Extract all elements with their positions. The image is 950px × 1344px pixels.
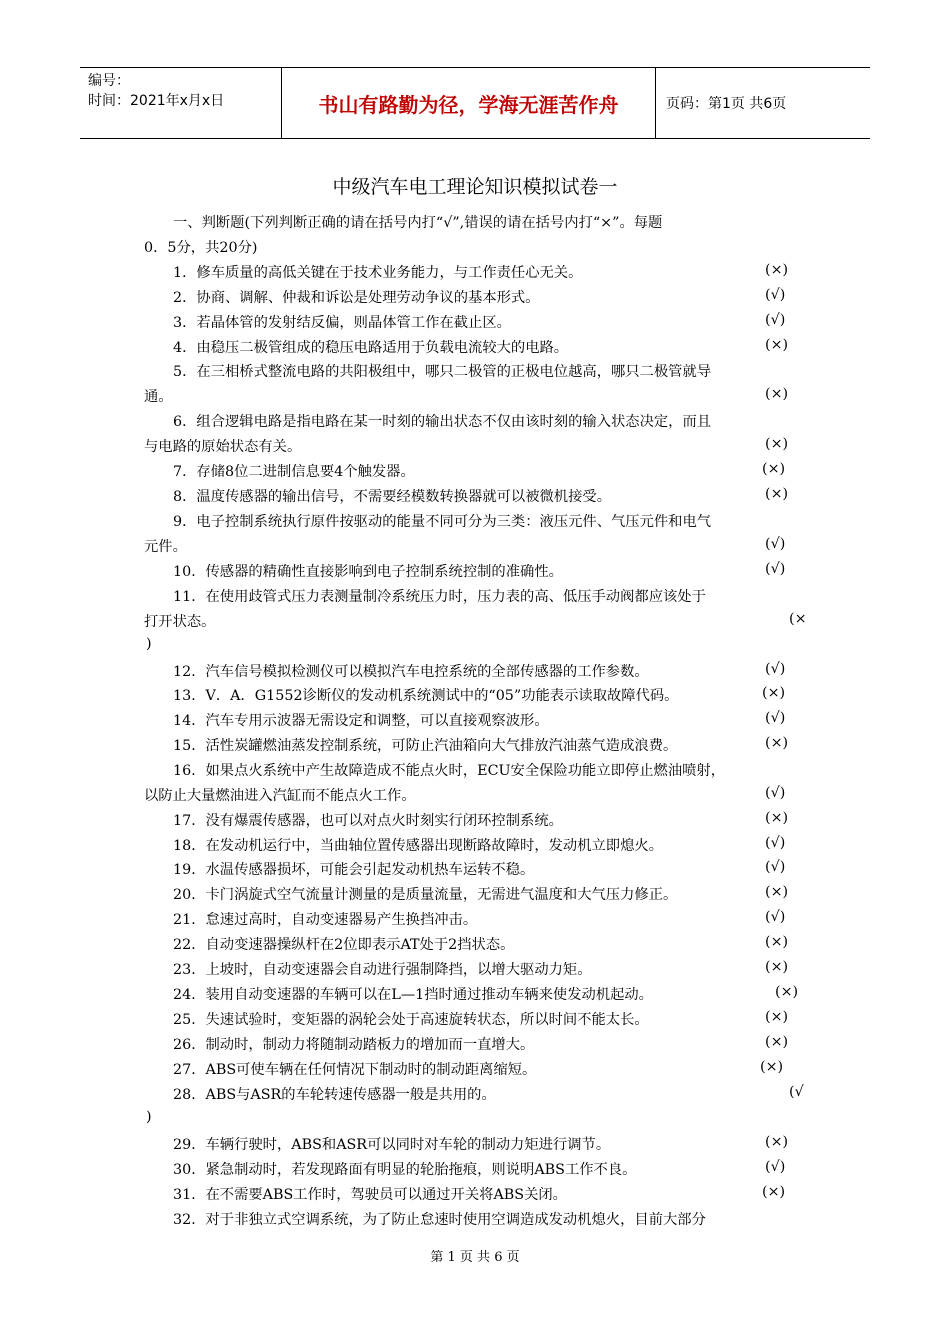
question-answer: (×) <box>760 1059 784 1075</box>
question-answer: (√) <box>765 287 786 303</box>
question-answer: (√) <box>765 859 786 875</box>
question-text: 15．活性炭罐燃油蒸发控制系统，可防止汽油箱向大气排放汽油蒸气造成浪费。 <box>173 738 678 754</box>
question-text: 25．失速试验时，变矩器的涡轮会处于高速旋转状态，所以时间不能太长。 <box>173 1012 649 1028</box>
question-answer: (×) <box>765 337 789 353</box>
question-text: 26．制动时，制动力将随制动踏板力的增加而一直增大。 <box>173 1037 535 1053</box>
question-text: 16．如果点火系统中产生故障造成不能点火时，ECU安全保险功能立即停止燃油喷射， <box>173 763 726 779</box>
question-text: 12．汽车信号模拟检测仪可以模拟汽车电控系统的全部传感器的工作参数。 <box>173 664 649 680</box>
question-text-continued: 通。 <box>144 389 173 405</box>
question-answer: (×) <box>765 934 789 950</box>
question-answer: (× <box>789 611 807 627</box>
section-instruction-line2: 0．5分，共20分) <box>144 240 258 256</box>
date-label: 时间：2021年x月x日 <box>88 93 225 109</box>
question-answer: (√ <box>789 1084 804 1100</box>
question-text: 13．V．A．G1552诊断仪的发动机系统测试中的“05”功能表示读取故障代码。 <box>173 688 679 704</box>
question-text: 18．在发动机运行中，当曲轴位置传感器出现断路故障时，发动机立即熄火。 <box>173 838 663 854</box>
question-answer: (×) <box>765 486 789 502</box>
question-text: 29．车辆行驶时，ABS和ASR可以同时对车轮的制动力矩进行调节。 <box>173 1137 611 1153</box>
question-text: 30．紧急制动时，若发现路面有明显的轮胎拖痕，则说明ABS工作不良。 <box>173 1162 637 1178</box>
question-text: 32．对于非独立式空调系统，为了防止怠速时使用空调造成发动机熄火，目前大部分 <box>173 1212 706 1228</box>
question-answer: (×) <box>762 1184 786 1200</box>
question-answer: (×) <box>765 735 789 751</box>
question-answer: (×) <box>765 436 789 452</box>
question-answer: (√) <box>765 661 786 677</box>
page-header <box>80 67 870 139</box>
question-answer: (√) <box>765 312 786 328</box>
question-text: 31．在不需要ABS工作时，驾驶员可以通过开关将ABS关闭。 <box>173 1187 567 1203</box>
question-text: 10．传感器的精确性直接影响到电子控制系统控制的准确性。 <box>173 564 563 580</box>
question-text: 28．ABS与ASR的车轮转速传感器一般是共用的。 <box>173 1087 496 1103</box>
question-text: 7．存储8位二进制信息要4个触发器。 <box>173 464 415 480</box>
question-text: 27．ABS可使车辆在任何情况下制动时的制动距离缩短。 <box>173 1062 537 1078</box>
question-answer: (×) <box>765 959 789 975</box>
answer-closing-paren: ) <box>146 636 152 652</box>
question-text: 14．汽车专用示波器无需设定和调整，可以直接观察波形。 <box>173 713 549 729</box>
question-answer: (√) <box>765 785 786 801</box>
page-footer: 第 1 页 共 6 页 <box>430 1250 520 1265</box>
answer-closing-paren: ) <box>146 1109 152 1125</box>
question-answer: (×) <box>765 1034 789 1050</box>
question-text: 8．温度传感器的输出信号，不需要经模数转换器就可以被微机接受。 <box>173 489 611 505</box>
question-text-continued: 与电路的原始状态有关。 <box>144 439 302 455</box>
question-answer: (×) <box>765 1134 789 1150</box>
header-page-number: 页码：第1页 共6页 <box>666 96 787 112</box>
header-motto: 书山有路勤为径，学海无涯苦作舟 <box>282 68 656 138</box>
question-answer: (√) <box>765 536 786 552</box>
question-answer: (√) <box>765 909 786 925</box>
question-text: 22．自动变速器操纵杆在2位即表示AT处于2挡状态。 <box>173 937 515 953</box>
question-answer: (√) <box>765 1159 786 1175</box>
question-answer: (×) <box>762 685 786 701</box>
question-text: 4．由稳压二极管组成的稳压电路适用于负载电流较大的电路。 <box>173 340 569 356</box>
serial-label: 编号： <box>88 73 130 89</box>
question-text: 9．电子控制系统执行原件按驱动的能量不同可分为三类：液压元件、气压元件和电气 <box>173 514 712 530</box>
question-text: 24．装用自动变速器的车辆可以在L—1挡时通过推动车辆来使发动机起动。 <box>173 987 653 1003</box>
question-text: 11．在使用歧管式压力表测量制冷系统压力时，压力表的高、低压手动阀都应该处于 <box>173 589 706 605</box>
question-answer: (×) <box>765 386 789 402</box>
question-answer: (×) <box>765 884 789 900</box>
question-text: 5．在三相桥式整流电路的共阳极组中，哪只二极管的正极电位越高，哪只二极管就导 <box>173 364 712 380</box>
question-answer: (×) <box>765 262 789 278</box>
question-text: 17．没有爆震传感器，也可以对点火时刻实行闭环控制系统。 <box>173 813 563 829</box>
question-answer: (×) <box>765 810 789 826</box>
question-answer: (√) <box>765 561 786 577</box>
question-text-continued: 以防止大量燃油进入汽缸而不能点火工作。 <box>144 788 416 804</box>
question-text: 3．若晶体管的发射结反偏，则晶体管工作在截止区。 <box>173 315 511 331</box>
header-info <box>80 68 282 138</box>
question-text: 23．上坡时，自动变速器会自动进行强制降挡，以增大驱动力矩。 <box>173 962 592 978</box>
section-instruction-line1: 一、判断题(下列判断正确的请在括号内打“√”,错误的请在括号内打“×”。每题 <box>173 215 663 231</box>
question-answer: (×) <box>762 461 786 477</box>
document-title: 中级汽车电工理论知识模拟试卷一 <box>332 176 618 198</box>
question-text: 1．修车质量的高低关键在于技术业务能力，与工作责任心无关。 <box>173 265 583 281</box>
question-answer: (√) <box>765 710 786 726</box>
question-text: 20．卡门涡旋式空气流量计测量的是质量流量，无需进气温度和大气压力修正。 <box>173 887 678 903</box>
question-answer: (×) <box>765 1009 789 1025</box>
question-text: 19．水温传感器损坏，可能会引起发动机热车运转不稳。 <box>173 862 535 878</box>
question-text: 2．协商、调解、仲裁和诉讼是处理劳动争议的基本形式。 <box>173 290 540 306</box>
question-text-continued: 元件。 <box>144 539 187 555</box>
question-answer: (√) <box>765 835 786 851</box>
question-text-continued: 打开状态。 <box>144 614 216 630</box>
question-answer: (×) <box>775 984 799 1000</box>
question-text: 6．组合逻辑电路是指电路在某一时刻的输出状态不仅由该时刻的输入状态决定，而且 <box>173 414 712 430</box>
question-text: 21．怠速过高时，自动变速器易产生换挡冲击。 <box>173 912 478 928</box>
